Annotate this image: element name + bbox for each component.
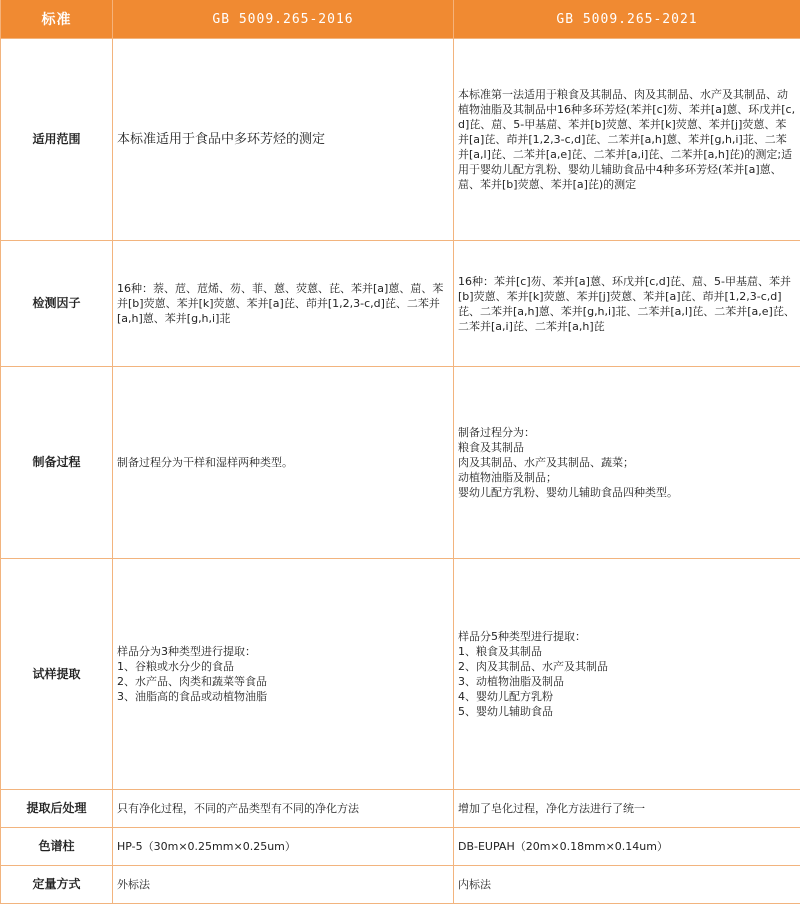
row-quantitation <box>1 866 800 904</box>
cell-2016: HP-5（30m×0.25mm×0.25um） <box>113 828 454 866</box>
row-scope <box>1 39 800 241</box>
row-column <box>1 828 800 866</box>
header-gb-2021: GB 5009.265-2021 <box>454 0 800 39</box>
cell-2021: 增加了皂化过程，净化方法进行了统一 <box>454 790 800 828</box>
cell-2021: 本标准第一法适用于粮食及其制品、肉及其制品、水产及其制品、动植物油脂及其制品中16种多环芳烃(苯并[c]芴、苯并[a]蒽、环戊并[c,d]芘、䓛、5-甲基䓛、苯并[b]荧蒽、苯并[k]荧蒽、苯并[j]荧蒽、苯并[a]芘、茚并[1,2,3-c,d]芘、二苯并[a,h]蒽、苯并[g,h,i]苝、二苯并[a,l]芘、二苯并[a,e]芘、二苯并[a,i]芘、二苯并[a,h]芘)的测定;适用于婴幼儿配方乳粉、婴幼儿辅助食品中4种多环芳烃(苯并[a]蒽、䓛、苯并[b]荧蒽、苯并[a]芘)的测定 <box>454 39 800 241</box>
cell-2016: 制备过程分为干样和湿样两种类型。 <box>113 367 454 559</box>
header-gb-2016: GB 5009.265-2016 <box>113 0 454 39</box>
row-label: 色谱柱 <box>1 828 113 866</box>
row-label: 定量方式 <box>1 866 113 904</box>
row-analytes <box>1 241 800 367</box>
cell-2021: DB-EUPAH（20m×0.18mm×0.14um） <box>454 828 800 866</box>
cell-2016: 只有净化过程，不同的产品类型有不同的净化方法 <box>113 790 454 828</box>
cell-2016: 16种：萘、苊、苊烯、芴、菲、蒽、荧蒽、芘、苯并[a]蒽、䓛、苯并[b]荧蒽、苯并[k]荧蒽、苯并[a]芘、茚并[1,2,3-c,d]芘、二苯并[a,h]蒽、苯并[g,h,i]苝 <box>113 241 454 367</box>
cell-2021: 16种：苯并[c]芴、苯并[a]蒽、环戊并[c,d]芘、䓛、5-甲基䓛、苯并[b]荧蒽、苯并[k]荧蒽、苯并[j]荧蒽、苯并[a]芘、茚并[1,2,3-c,d]芘、二苯并[a,h]蒽、苯并[g,h,i]苝、二苯并[a,l]芘、二苯并[a,e]芘、二苯并[a,i]芘、二苯并[a,h]芘 <box>454 241 800 367</box>
row-label: 检测因子 <box>1 241 113 367</box>
row-preparation <box>1 367 800 559</box>
row-label: 制备过程 <box>1 367 113 559</box>
row-extraction <box>1 559 800 790</box>
cell-2016: 本标准适用于食品中多环芳烃的测定 <box>113 39 454 241</box>
cell-2016: 外标法 <box>113 866 454 904</box>
cell-2021: 制备过程分为： 粮食及其制品 肉及其制品、水产及其制品、蔬菜； 动植物油脂及制品； 婴幼儿配方乳粉、婴幼儿辅助食品四种类型。 <box>454 367 800 559</box>
row-label: 提取后处理 <box>1 790 113 828</box>
cell-2016: 样品分为3种类型进行提取： 1、谷粮或水分少的食品 2、水产品、肉类和蔬菜等食品 3、油脂高的食品或动植物油脂 <box>113 559 454 790</box>
header-standard: 标准 <box>1 0 113 39</box>
row-label: 适用范围 <box>1 39 113 241</box>
header-row <box>1 0 800 39</box>
row-label: 试样提取 <box>1 559 113 790</box>
cell-2021: 内标法 <box>454 866 800 904</box>
row-post-treatment <box>1 790 800 828</box>
cell-2021: 样品分5种类型进行提取： 1、粮食及其制品 2、肉及其制品、水产及其制品 3、动植物油脂及制品 4、婴幼儿配方乳粉 5、婴幼儿辅助食品 <box>454 559 800 790</box>
